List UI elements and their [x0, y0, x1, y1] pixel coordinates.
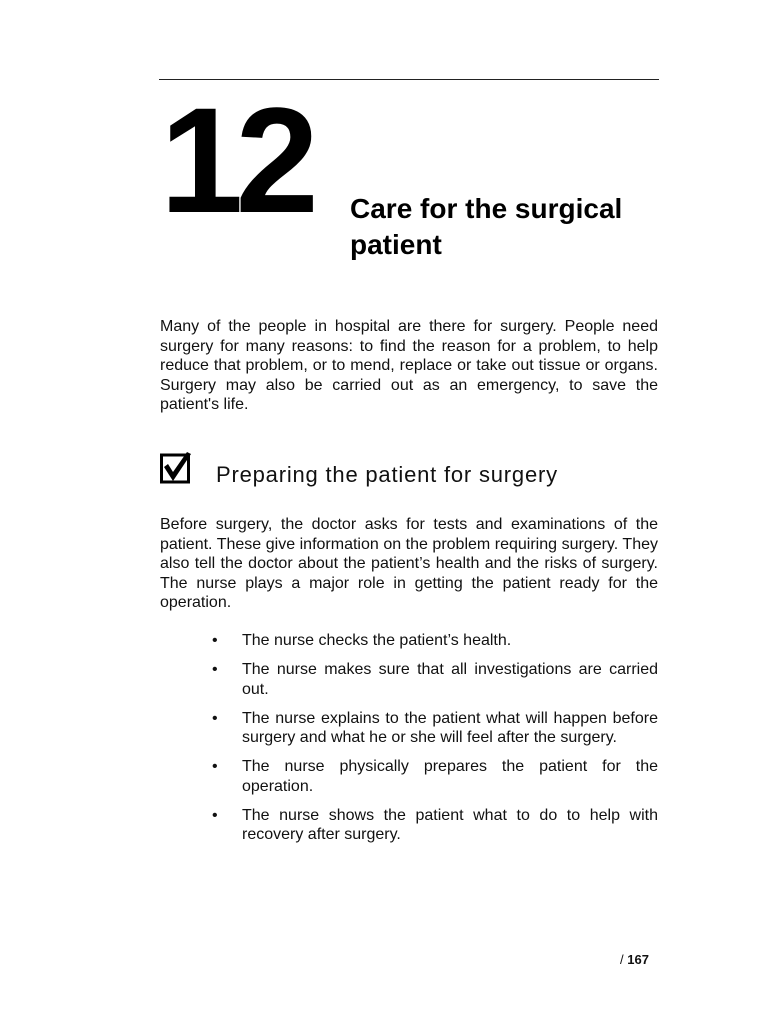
list-item	[160, 709, 658, 748]
chapter-title: Care for the surgical patient	[350, 193, 623, 260]
chapter-number: 12	[160, 76, 311, 244]
bullet-list	[160, 631, 658, 854]
section-heading: Preparing the patient for surgery	[216, 462, 558, 487]
list-item-text: The nurse checks the patient’s health.	[242, 632, 512, 649]
list-item	[160, 660, 658, 699]
list-item	[160, 806, 658, 845]
list-item-text: The nurse physically prepares the patient for the operation.	[242, 758, 658, 795]
bullet-marker: •	[212, 632, 218, 649]
list-item-text: The nurse shows the patient what to do to help with recovery after surgery.	[242, 806, 658, 843]
list-item	[160, 631, 658, 651]
intro-paragraph: Many of the people in hospital are there for surgery. People need surgery for many reasons: to find the reason for a problem, to help reduce that problem, or to mend, replace or take out tissue or organs. Surgery may also be carried out as an emergency, to save the patient's life.	[160, 318, 658, 413]
section-paragraph: Before surgery, the doctor asks for tests and examinations of the patient. These give information on the problem requiring surgery. They also tell the doctor about the patient’s health and the risks of surgery. The nurse plays a major role in getting the patient ready for the operation.	[160, 516, 658, 611]
bullet-marker: •	[212, 709, 218, 727]
page-number-value: 167	[627, 952, 649, 967]
checkbox-checked-icon	[160, 450, 192, 484]
bullet-marker: •	[212, 758, 218, 775]
list-item	[160, 757, 658, 796]
page-separator: /	[620, 952, 624, 967]
bullet-marker: •	[212, 806, 218, 824]
list-item-text: The nurse makes sure that all investigations are carried out.	[242, 661, 658, 698]
list-item-text: The nurse explains to the patient what will happen before surgery and what he or she will feel after the surgery.	[242, 709, 658, 746]
bullet-marker: •	[212, 661, 218, 678]
page-number	[620, 952, 649, 967]
